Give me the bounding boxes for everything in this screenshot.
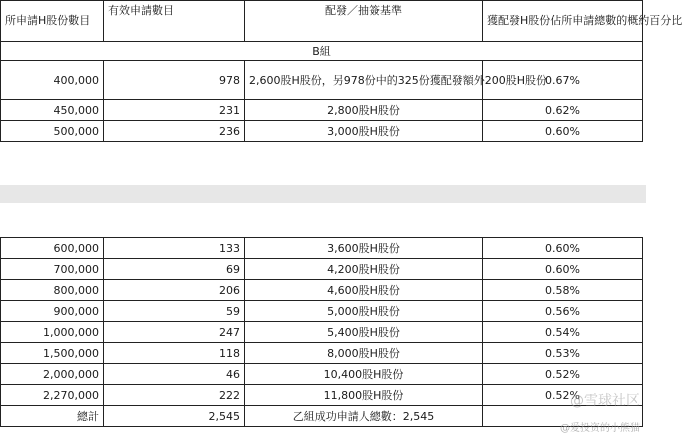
total-valid-applications: 2,545 bbox=[104, 406, 245, 427]
cell-allocation-basis: 10,400股H股份 bbox=[245, 364, 483, 385]
cell-shares-applied: 2,270,000 bbox=[1, 385, 104, 406]
total-successful-applicants-note: 乙組成功申請人總數：2,545 bbox=[245, 406, 483, 427]
cell-valid-applications: 133 bbox=[104, 238, 245, 259]
cell-allocation-basis: 5,000股H股份 bbox=[245, 301, 483, 322]
cell-allocation-percentage: 0.52% bbox=[483, 364, 643, 385]
cell-allocation-percentage: 0.62% bbox=[483, 100, 643, 121]
table-row bbox=[1, 364, 643, 385]
table-row bbox=[1, 61, 643, 100]
cell-valid-applications: 247 bbox=[104, 322, 245, 343]
cell-allocation-percentage: 0.54% bbox=[483, 322, 643, 343]
cell-shares-applied: 400,000 bbox=[1, 61, 104, 100]
watermark-site: @雪球社区 bbox=[570, 393, 640, 409]
cell-shares-applied: 450,000 bbox=[1, 100, 104, 121]
page-break-band bbox=[0, 185, 646, 203]
table-row bbox=[1, 280, 643, 301]
allocation-table-bottom bbox=[0, 237, 643, 427]
cell-shares-applied: 900,000 bbox=[1, 301, 104, 322]
header-allocation-percentage: 獲配發H股份佔所申請總數的概約百分比 bbox=[483, 1, 643, 42]
total-row bbox=[1, 406, 643, 427]
table-row bbox=[1, 343, 643, 364]
cell-allocation-percentage: 0.58% bbox=[483, 280, 643, 301]
table-row bbox=[1, 100, 643, 121]
cell-allocation-percentage: 0.53% bbox=[483, 343, 643, 364]
cell-allocation-percentage: 0.52% bbox=[483, 385, 643, 406]
cell-allocation-basis: 5,400股H股份 bbox=[245, 322, 483, 343]
cell-allocation-basis: 11,800股H股份 bbox=[245, 385, 483, 406]
cell-shares-applied: 800,000 bbox=[1, 280, 104, 301]
allocation-table-top bbox=[0, 0, 682, 142]
table-header-row bbox=[1, 1, 643, 42]
table-row bbox=[1, 238, 643, 259]
cell-allocation-basis: 4,200股H股份 bbox=[245, 259, 483, 280]
cell-allocation-basis: 3,000股H股份 bbox=[245, 121, 483, 142]
cell-valid-applications: 206 bbox=[104, 280, 245, 301]
cell-valid-applications: 69 bbox=[104, 259, 245, 280]
cell-valid-applications: 59 bbox=[104, 301, 245, 322]
cell-allocation-basis: 2,800股H股份 bbox=[245, 100, 483, 121]
cell-allocation-percentage: 0.67% bbox=[483, 61, 643, 100]
cell-allocation-percentage: 0.60% bbox=[483, 259, 643, 280]
cell-valid-applications: 222 bbox=[104, 385, 245, 406]
watermark-user: @爱投资的小熊猫 bbox=[560, 423, 640, 434]
table-row bbox=[1, 301, 643, 322]
header-shares-applied: 所申請H股份數目 bbox=[1, 1, 104, 42]
cell-shares-applied: 1,500,000 bbox=[1, 343, 104, 364]
table-row bbox=[1, 385, 643, 406]
table-row bbox=[1, 259, 643, 280]
cell-valid-applications: 231 bbox=[104, 100, 245, 121]
cell-allocation-basis: 8,000股H股份 bbox=[245, 343, 483, 364]
group-label: B組 bbox=[1, 42, 643, 61]
cell-shares-applied: 2,000,000 bbox=[1, 364, 104, 385]
header-valid-applications: 有效申請數目 bbox=[104, 1, 245, 42]
cell-valid-applications: 236 bbox=[104, 121, 245, 142]
cell-allocation-percentage: 0.60% bbox=[483, 238, 643, 259]
cell-allocation-basis: 4,600股H股份 bbox=[245, 280, 483, 301]
cell-shares-applied: 600,000 bbox=[1, 238, 104, 259]
cell-valid-applications: 118 bbox=[104, 343, 245, 364]
total-label: 總計 bbox=[1, 406, 104, 427]
header-allocation-basis: 配發／抽簽基準 bbox=[245, 1, 483, 42]
cell-shares-applied: 700,000 bbox=[1, 259, 104, 280]
cell-allocation-basis: 2,600股H股份，另978份中的325份獲配發額外200股H股份 bbox=[245, 61, 483, 100]
table-row bbox=[1, 121, 643, 142]
cell-valid-applications: 978 bbox=[104, 61, 245, 100]
cell-valid-applications: 46 bbox=[104, 364, 245, 385]
table-row bbox=[1, 322, 643, 343]
cell-allocation-basis: 3,600股H股份 bbox=[245, 238, 483, 259]
cell-shares-applied: 500,000 bbox=[1, 121, 104, 142]
cell-allocation-percentage: 0.60% bbox=[483, 121, 643, 142]
group-row bbox=[1, 42, 643, 61]
cell-allocation-percentage: 0.56% bbox=[483, 301, 643, 322]
cell-shares-applied: 1,000,000 bbox=[1, 322, 104, 343]
